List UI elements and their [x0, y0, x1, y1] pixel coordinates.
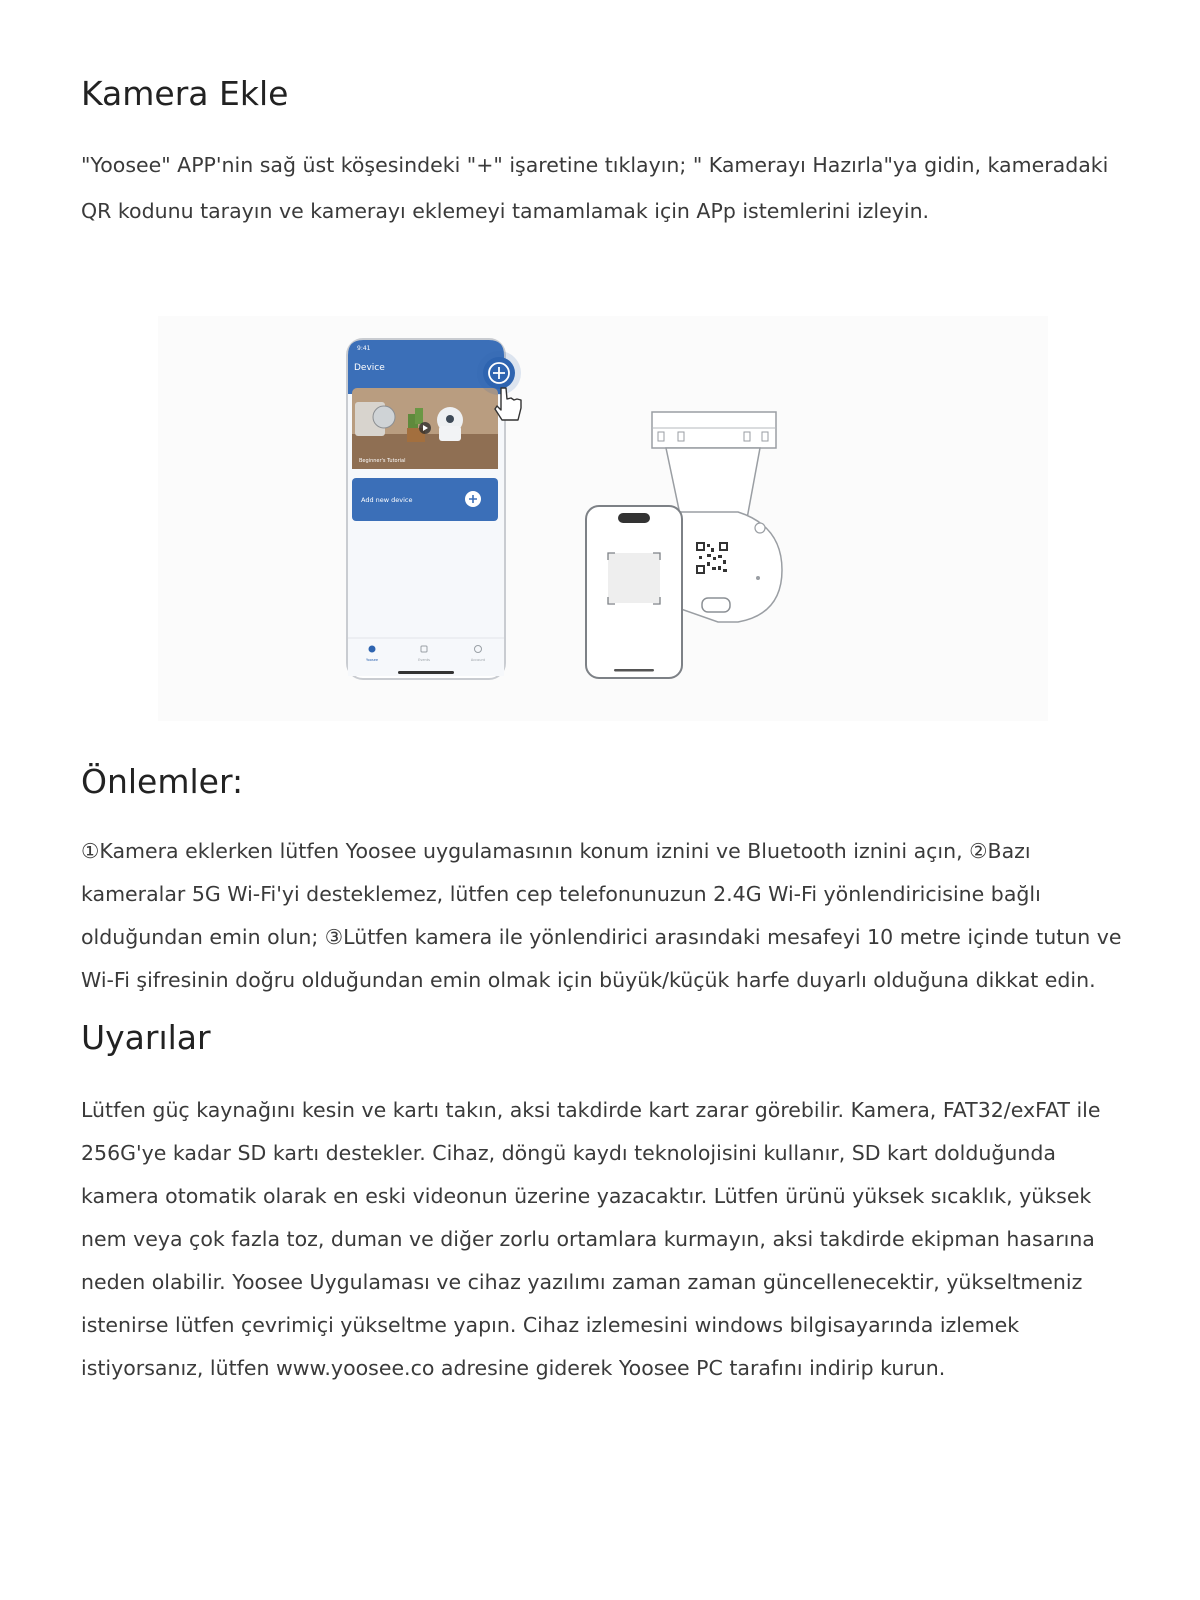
- scanning-phone-mockup: [586, 506, 682, 678]
- add-camera-instructions: "Yoosee" APP'nin sağ üst köşesindeki "+" işaretine tıklayın; " Kamerayı Hazırla"ya gidin, kameradaki QR kodunu tarayın ve kamerayı eklemeyi tamamlamak için APp istemlerini izleyin.: [81, 153, 1109, 223]
- tutorial-caption: Beginner's Tutorial: [359, 458, 406, 464]
- add-new-device-card[interactable]: [352, 478, 498, 521]
- precautions-text: ①Kamera eklerken lütfen Yoosee uygulamasının konum iznini ve Bluetooth iznini açın, ②Bazı kameralar 5G Wi-Fi'yi desteklemez, lütfen cep telefonunuzun 2.4G Wi-Fi yönlendiricisine bağlı olduğundan emin olun; ③Lütfen kamera ile yönlendirici arasındaki mesafeyi 10 metre içinde tutun ve Wi-Fi şifresinin doğru olduğundan emin olmak için büyük/küçük harfe duyarlı olduğuna dikkat edin.: [81, 839, 1122, 992]
- tab-yoosee-icon[interactable]: [369, 646, 376, 653]
- status-time: 9:41: [357, 345, 371, 352]
- setup-illustration: [158, 316, 1048, 721]
- app-header-title: Device: [354, 363, 385, 373]
- tutorial-banner[interactable]: [352, 388, 498, 469]
- tab-account-label: Account: [470, 658, 486, 662]
- precautions-heading: Önlemler:: [81, 762, 244, 801]
- add-camera-heading: Kamera Ekle: [81, 74, 289, 113]
- warnings-heading: Uyarılar: [81, 1018, 211, 1057]
- tab-events-label: Events: [418, 658, 430, 662]
- warnings-text: Lütfen güç kaynağını kesin ve kartı takın, aksi takdirde kart zarar görebilir. Kamera, FAT32/exFAT ile 256G'ye kadar SD kartı destekler. Cihaz, döngü kaydı teknolojisini kullanır, SD kart dolduğunda kamera otomatik olarak en eski videonun üzerine yazacaktır. Lütfen ürünü yüksek sıcaklık, yüksek nem veya çok fazla toz, duman ve diğer zorlu ortamlara kurmayın, aksi takdirde ekipman hasarına neden olabilir. Yoosee Uygulaması ve cihaz yazılımı zaman zaman güncellenecektir, yükseltmeniz istenirse lütfen çevrimiçi yükseltme yapın. Cihaz izlemesini windows bilgisayarında izlemek istiyorsanız, lütfen www.yoosee.co adresine giderek Yoosee PC tarafını indirip kurun.: [81, 1098, 1101, 1380]
- qr-code-icon: [696, 542, 728, 574]
- tab-yoosee-label: Yoosee: [365, 658, 379, 662]
- app-phone-mockup: [347, 339, 521, 679]
- add-new-device-label: Add new device: [361, 496, 413, 504]
